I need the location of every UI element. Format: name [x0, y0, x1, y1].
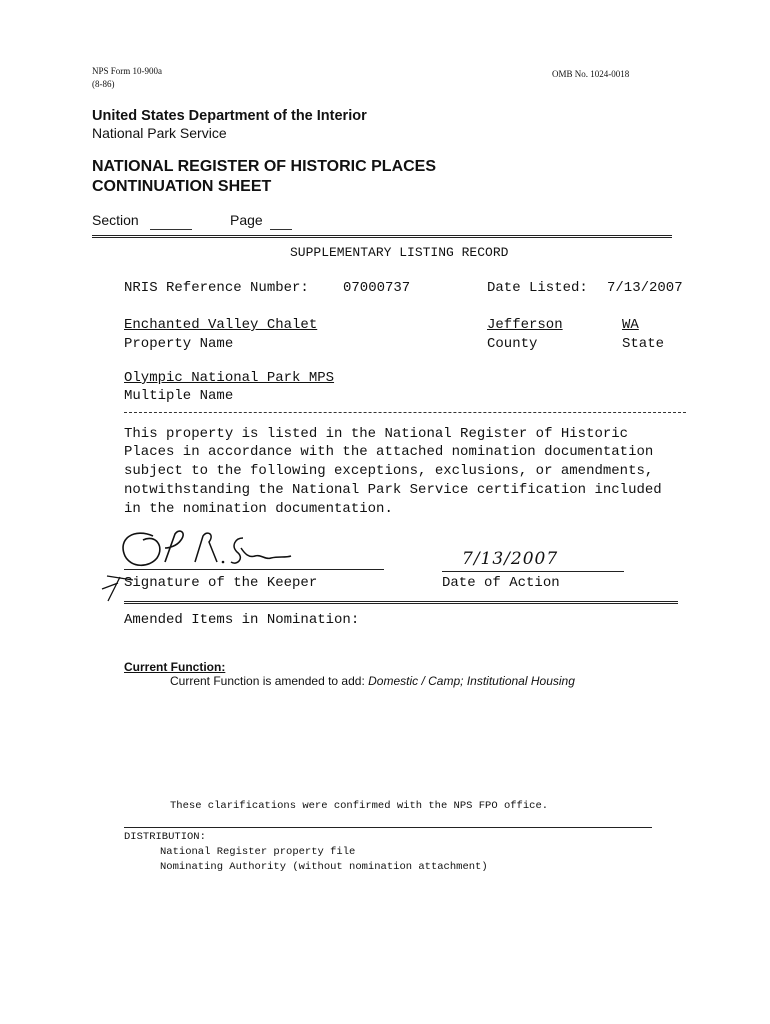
statement-line: notwithstanding the National Park Service certification included	[124, 482, 662, 498]
amendment-heading: Current Function:	[124, 660, 226, 674]
page-label: Page	[230, 212, 263, 228]
distribution-label: DISTRIBUTION:	[124, 831, 206, 843]
form-subtitle: CONTINUATION SHEET	[92, 178, 272, 195]
agency-name: National Park Service	[92, 125, 227, 141]
amendment-text	[170, 674, 575, 688]
nris-value: 07000737	[343, 280, 411, 296]
county-label: County	[487, 336, 538, 352]
property-name-label: Property Name	[124, 336, 234, 352]
date-listed-value: 7/13/2007	[607, 280, 683, 296]
nris-label: NRIS Reference Number:	[124, 280, 309, 296]
statement-line: This property is listed in the National Register of Historic	[124, 426, 629, 442]
section-blank	[150, 229, 192, 230]
distribution-item: Nominating Authority (without nomination attachment)	[160, 861, 488, 873]
section-label: Section	[92, 212, 139, 228]
statement-line: Places in accordance with the attached nomination documentation	[124, 444, 654, 460]
amendment-prefix: Current Function is amended to add:	[170, 674, 369, 688]
form-title: NATIONAL REGISTER OF HISTORIC PLACES	[92, 158, 437, 175]
distribution-divider	[124, 827, 652, 828]
distribution-item: National Register property file	[160, 846, 356, 858]
header-divider	[92, 235, 672, 238]
state-label: State	[622, 336, 665, 352]
date-listed-label: Date Listed:	[487, 280, 588, 296]
form-number: NPS Form 10-900a	[92, 66, 163, 76]
date-action-label: Date of Action	[442, 575, 560, 591]
page-blank	[270, 229, 292, 230]
department-name: United States Department of the Interior	[92, 108, 367, 124]
statement-line: subject to the following exceptions, exclusions, or amendments,	[124, 463, 654, 479]
amendment-value: Domestic / Camp; Institutional Housing	[368, 674, 575, 688]
clarification-note: These clarifications were confirmed with the NPS FPO office.	[170, 800, 549, 812]
signature-label: Signature of the Keeper	[124, 575, 318, 591]
statement-line: in the nomination documentation.	[124, 501, 393, 517]
record-heading: SUPPLEMENTARY LISTING RECORD	[290, 245, 509, 260]
state-value: WA	[622, 317, 639, 333]
omb-number: OMB No. 1024-0018	[552, 69, 630, 79]
signature-line	[124, 569, 384, 570]
amended-label: Amended Items in Nomination:	[124, 612, 360, 628]
multiple-name: Olympic National Park MPS	[124, 370, 335, 386]
date-line	[442, 571, 624, 572]
statement-divider	[124, 412, 686, 413]
keeper-divider	[124, 601, 678, 604]
county-value: Jefferson	[487, 317, 563, 333]
signature-date: 7/13/2007	[462, 549, 559, 569]
form-date: (8-86)	[92, 79, 115, 89]
initial-mark	[100, 575, 124, 605]
multiple-name-label: Multiple Name	[124, 388, 234, 404]
property-name: Enchanted Valley Chalet	[124, 317, 318, 333]
